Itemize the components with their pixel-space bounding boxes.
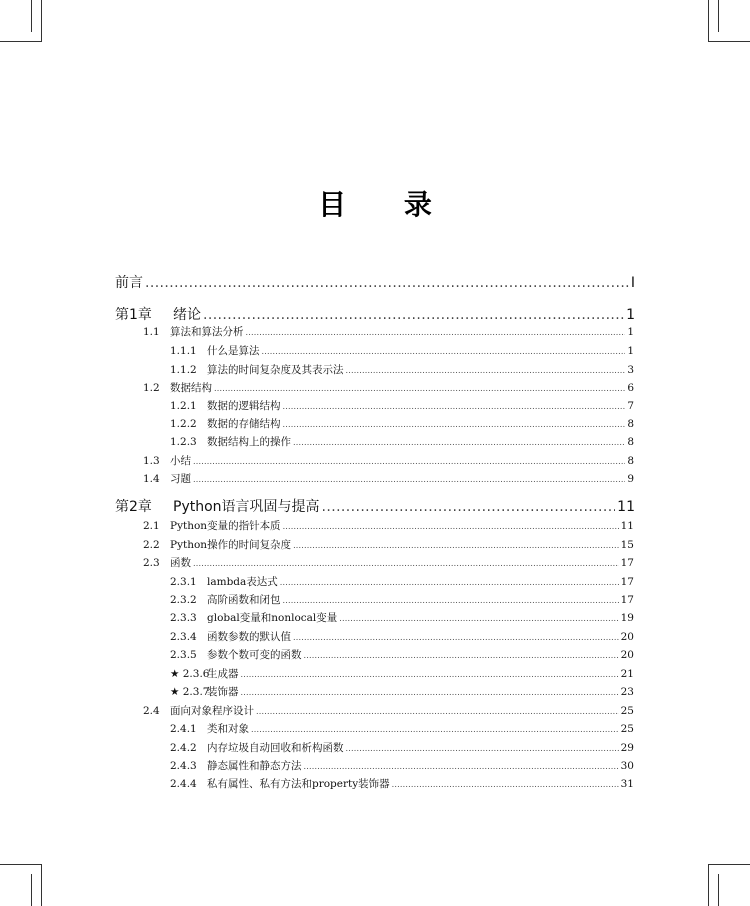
toc-entry-number: 1.2.1 [170,400,197,412]
crop-mark-bottom-right-h [708,864,750,865]
toc-entry-label: 函数参数的默认值 [207,631,291,643]
toc-leader-dots [293,541,619,550]
toc-entry-2-2[interactable] [143,537,634,552]
toc-entry-page: 20 [620,631,634,643]
toc-leader-dots [293,633,619,642]
toc-entry-label: 习题 [170,473,191,485]
toc-leader-dots [322,499,616,515]
toc-leader-dots [283,596,619,605]
toc-entry-number: 2.4.2 [170,742,197,754]
toc-entry-label: 内存垃圾自动回收和析构函数 [207,742,344,754]
crop-mark-bottom-right-v [708,864,709,906]
toc-entry-page: 23 [620,686,634,698]
toc-entry-page: 17 [620,557,634,569]
toc-entry-label: 装饰器 [207,686,239,698]
toc-entry-page: 1 [627,326,634,338]
toc-entry-page: 1 [626,307,635,323]
toc-entry-number: 2.3.5 [170,649,197,661]
toc-leader-dots [283,420,626,429]
toc-entry-1-3[interactable] [143,453,634,468]
toc-entry-label: lambda表达式 [207,576,278,588]
toc-entry-number: 1.1.2 [170,364,197,376]
toc-leader-dots [283,522,619,531]
toc-entry-2-3[interactable] [143,555,634,570]
toc-leader-dots [392,780,619,789]
toc-entry-page: 1 [627,345,634,357]
toc-leader-dots [145,275,629,291]
toc-entry-page: 8 [627,436,634,448]
toc-entry-page: 11 [620,520,634,532]
toc-leader-dots [283,402,626,411]
toc-entry-2-3-2[interactable] [170,592,634,607]
toc-entry-page: 7 [627,400,634,412]
toc-entry-page: 9 [627,473,634,485]
toc-entry-page: 30 [620,760,634,772]
toc-entry-2-4-4[interactable] [170,776,634,791]
toc-entry-label: Python语言巩固与提高 [173,499,320,515]
toc-entry-2-3-1[interactable] [170,574,634,589]
toc-entry-chapter-2[interactable] [115,496,635,516]
toc-entry-label: 数据的逻辑结构 [207,400,281,412]
toc-entry-number: ★ 2.3.6 [170,668,210,680]
toc-entry-number: 1.2.2 [170,418,197,430]
toc-entry-label: 什么是算法 [207,345,260,357]
toc-entry-label: 前言 [115,275,143,291]
toc-entry-page: 6 [627,382,634,394]
toc-leader-dots [293,438,625,447]
toc-entry-2-3-7[interactable] [170,684,634,699]
toc-entry-page: 11 [617,499,635,515]
toc-leader-dots [241,688,619,697]
toc-entry-1-2[interactable] [143,380,634,395]
toc-entry-number: 2.3.3 [170,612,197,624]
toc-entry-number: 1.4 [143,473,160,485]
toc-entry-number: ★ 2.3.7 [170,686,210,698]
toc-entry-label: 小结 [170,455,191,467]
toc-entry-page: 15 [620,539,634,551]
toc-entry-2-4-1[interactable] [170,721,634,736]
toc-entry-label: 算法和算法分析 [170,326,244,338]
toc-entry-2-1[interactable] [143,518,634,533]
toc-entry-preface[interactable] [115,272,635,292]
toc-entry-label: 高阶函数和闭包 [207,594,281,606]
toc-entry-page: 8 [627,418,634,430]
toc-entry-number: 2.4.4 [170,778,197,790]
toc-leader-dots [251,725,619,734]
toc-entry-page: 25 [620,723,634,735]
toc-entry-2-3-3[interactable] [170,610,634,625]
toc-entry-number: 2.3.2 [170,594,197,606]
toc-entry-label: 生成器 [207,668,239,680]
toc-leader-dots [193,559,619,568]
toc-entry-page: 8 [627,455,634,467]
toc-entry-number: 2.3.1 [170,576,197,588]
toc-leader-dots [214,384,625,393]
page-title: 目 录 [318,188,456,221]
toc-entry-page: 17 [620,576,634,588]
toc-entry-label: 绪论 [173,307,201,323]
toc-leader-dots [346,366,626,375]
toc-entry-page: 3 [627,364,634,376]
toc-entry-page: 29 [620,742,634,754]
toc-entry-page: I [630,275,635,291]
toc-entry-label: Python操作的时间复杂度 [170,539,292,551]
toc-entry-label: 函数 [170,557,191,569]
toc-entry-chapter-1[interactable] [115,304,635,324]
toc-entry-label: global变量和nonlocal变量 [207,612,338,624]
toc-entry-1-1[interactable] [143,324,634,339]
toc-leader-dots [304,651,619,660]
toc-entry-number: 2.4 [143,705,160,717]
crop-mark-top-left-h [0,41,42,42]
toc-leader-dots [262,347,626,356]
toc-entry-1-2-1[interactable] [170,398,634,413]
toc-entry-2-4-3[interactable] [170,758,634,773]
toc-leader-dots [346,744,619,753]
crop-mark-bottom-right-v2 [718,874,719,906]
toc-entry-number: 1.1 [143,326,160,338]
crop-mark-top-left-v2 [31,0,32,32]
toc-entry-label: 数据结构上的操作 [207,436,291,448]
toc-entry-label: 算法的时间复杂度及其表示法 [207,364,344,376]
toc-entry-number: 1.1.1 [170,345,197,357]
toc-entry-number: 第2章 [115,499,152,515]
toc-entry-number: 1.3 [143,455,160,467]
toc-entry-label: 数据结构 [170,382,212,394]
crop-mark-bottom-left-v2 [31,874,32,906]
toc-entry-page: 25 [620,705,634,717]
toc-entry-label: Python变量的指针本质 [170,520,281,532]
crop-mark-top-right-v [708,0,709,42]
toc-entry-page: 19 [620,612,634,624]
toc-entry-number: 2.2 [143,539,160,551]
toc-entry-2-4[interactable] [143,703,634,718]
toc-entry-1-2-2[interactable] [170,416,634,431]
toc-entry-number: 2.4.3 [170,760,197,772]
toc-entry-number: 1.2 [143,382,160,394]
toc-leader-dots [256,707,619,716]
toc-entry-1-1-2[interactable] [170,362,634,377]
toc-entry-2-4-2[interactable] [170,740,634,755]
toc-leader-dots [280,578,619,587]
toc-entry-1-2-3[interactable] [170,434,634,449]
toc-entry-page: 20 [620,649,634,661]
toc-entry-1-1-1[interactable] [170,343,634,358]
toc-entry-label: 私有属性、私有方法和property装饰器 [207,778,390,790]
toc-leader-dots [241,670,619,679]
crop-mark-bottom-left-h [0,864,42,865]
toc-entry-label: 静态属性和静态方法 [207,760,302,772]
toc-entry-label: 类和对象 [207,723,249,735]
toc-entry-label: 参数个数可变的函数 [207,649,302,661]
toc-entry-number: 2.1 [143,520,160,532]
toc-entry-1-4[interactable] [143,471,634,486]
toc-entry-2-3-5[interactable] [170,647,634,662]
toc-entry-label: 数据的存储结构 [207,418,281,430]
toc-leader-dots [246,328,626,337]
toc-entry-number: 1.2.3 [170,436,197,448]
crop-mark-bottom-left-v [41,864,42,906]
toc-entry-2-3-4[interactable] [170,629,634,644]
toc-leader-dots [193,457,625,466]
toc-entry-number: 第1章 [115,307,152,323]
toc-entry-2-3-6[interactable] [170,666,634,681]
toc-leader-dots [193,475,625,484]
toc-leader-dots [304,762,619,771]
toc-leader-dots [203,307,624,323]
toc-leader-dots [339,614,618,623]
toc-entry-page: 21 [620,668,634,680]
crop-mark-top-right-v2 [718,0,719,32]
toc-entry-page: 17 [620,594,634,606]
toc-entry-number: 2.3 [143,557,160,569]
toc-entry-number: 2.4.1 [170,723,197,735]
toc-entry-number: 2.3.4 [170,631,197,643]
toc-entry-page: 31 [620,778,634,790]
crop-mark-top-left-v [41,0,42,42]
toc-entry-label: 面向对象程序设计 [170,705,254,717]
crop-mark-top-right-h [708,41,750,42]
